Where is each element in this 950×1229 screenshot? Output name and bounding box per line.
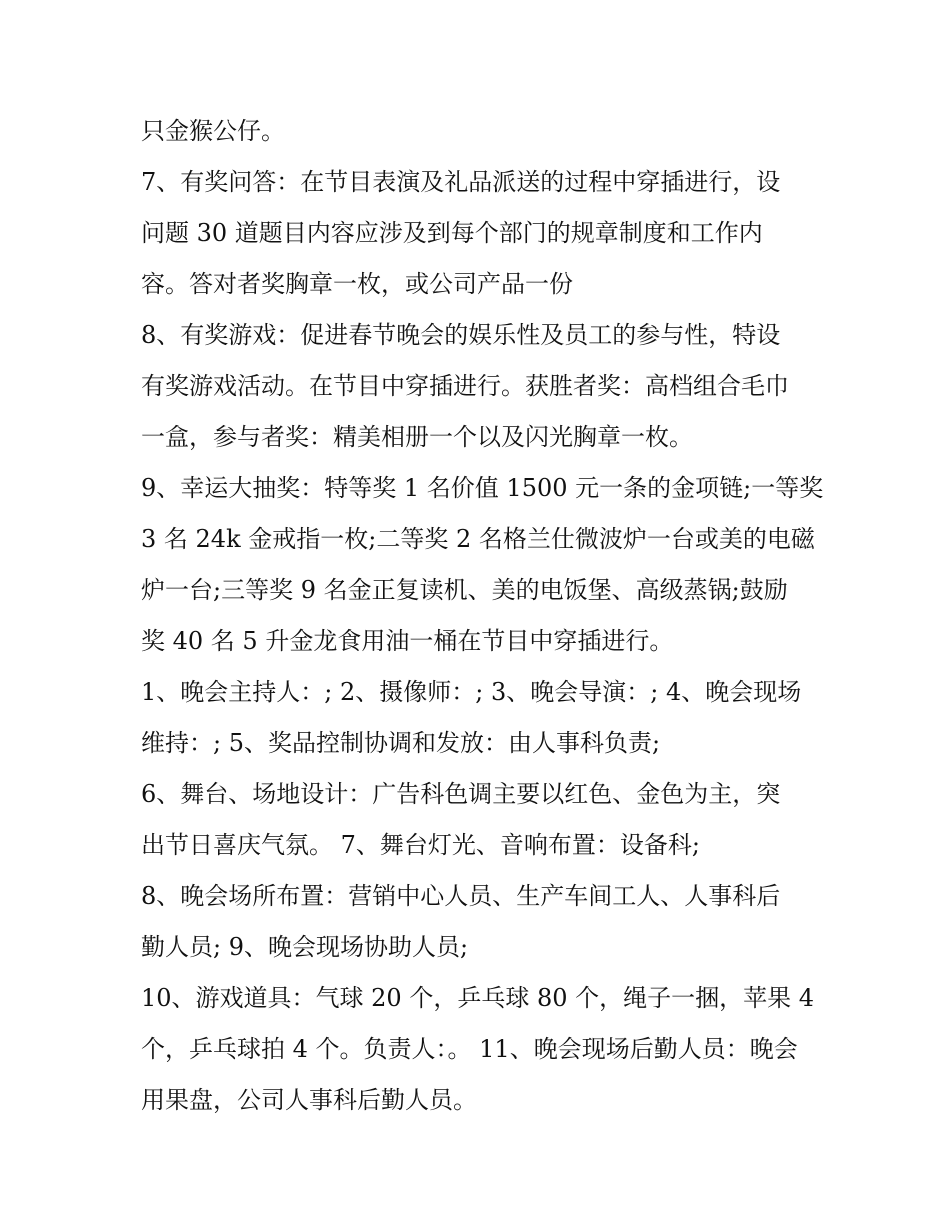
text-line: 出节日喜庆气氛。 7、舞台灯光、音响布置：设备科; bbox=[141, 831, 700, 859]
paragraph-lucky-draw bbox=[141, 463, 824, 667]
text-line: 3 名 24k 金戒指一枚;二等奖 2 名格兰仕微波炉一台或美的电磁 bbox=[141, 525, 815, 553]
text-line: 用果盘，公司人事科后勤人员。 bbox=[141, 1086, 477, 1114]
text-line: 10、游戏道具：气球 20 个，乒乓球 80 个，绳子一捆，苹果 4 bbox=[141, 984, 815, 1012]
text-line: 6、舞台、场地设计：广告科色调主要以红色、金色为主，突 bbox=[141, 780, 781, 808]
paragraph-gift-note bbox=[141, 106, 821, 157]
paragraph-games bbox=[141, 310, 821, 463]
text-line: 1、晚会主持人：; 2、摄像师：; 3、晚会导演：; 4、晚会现场 bbox=[141, 678, 802, 706]
text-line: 8、有奖游戏：促进春节晚会的娱乐性及员工的参与性，特设 bbox=[141, 321, 781, 349]
text-line: 容。答对者奖胸章一枚，或公司产品一份 bbox=[141, 270, 573, 298]
text-line: 奖 40 名 5 升金龙食用油一桶在节目中穿插进行。 bbox=[141, 627, 674, 655]
text-line: 个，乒乓球拍 4 个。负责人：。 11、晚会现场后勤人员：晚会 bbox=[141, 1035, 798, 1063]
text-line: 问题 30 道题目内容应涉及到每个部门的规章制度和工作内 bbox=[141, 219, 763, 247]
text-line: 7、有奖问答：在节目表演及礼品派送的过程中穿插进行，设 bbox=[141, 168, 781, 196]
paragraph-stage-design bbox=[141, 769, 821, 871]
text-line: 一盒，参与者奖：精美相册一个以及闪光胸章一枚。 bbox=[141, 423, 693, 451]
document-body bbox=[141, 106, 824, 1126]
paragraph-venue-setup bbox=[141, 871, 821, 973]
paragraph-staff-roles bbox=[141, 667, 821, 769]
text-line: 8、晚会场所布置：营销中心人员、生产车间工人、人事科后 bbox=[141, 882, 781, 910]
text-line: 炉一台;三等奖 9 名金正复读机、美的电饭堡、高级蒸锅;鼓励 bbox=[141, 576, 788, 604]
text-line: 维持：; 5、奖品控制协调和发放：由人事科负责; bbox=[141, 729, 661, 757]
text-line: 有奖游戏活动。在节目中穿插进行。获胜者奖：高档组合毛巾 bbox=[141, 372, 789, 400]
text-line: 只金猴公仔。 bbox=[141, 117, 285, 145]
text-line: 勤人员; 9、晚会现场协助人员; bbox=[141, 933, 469, 961]
text-line: 9、幸运大抽奖：特等奖 1 名价值 1500 元一条的金项链;一等奖 bbox=[141, 474, 824, 502]
paragraph-quiz bbox=[141, 157, 821, 310]
paragraph-game-props bbox=[141, 973, 821, 1126]
